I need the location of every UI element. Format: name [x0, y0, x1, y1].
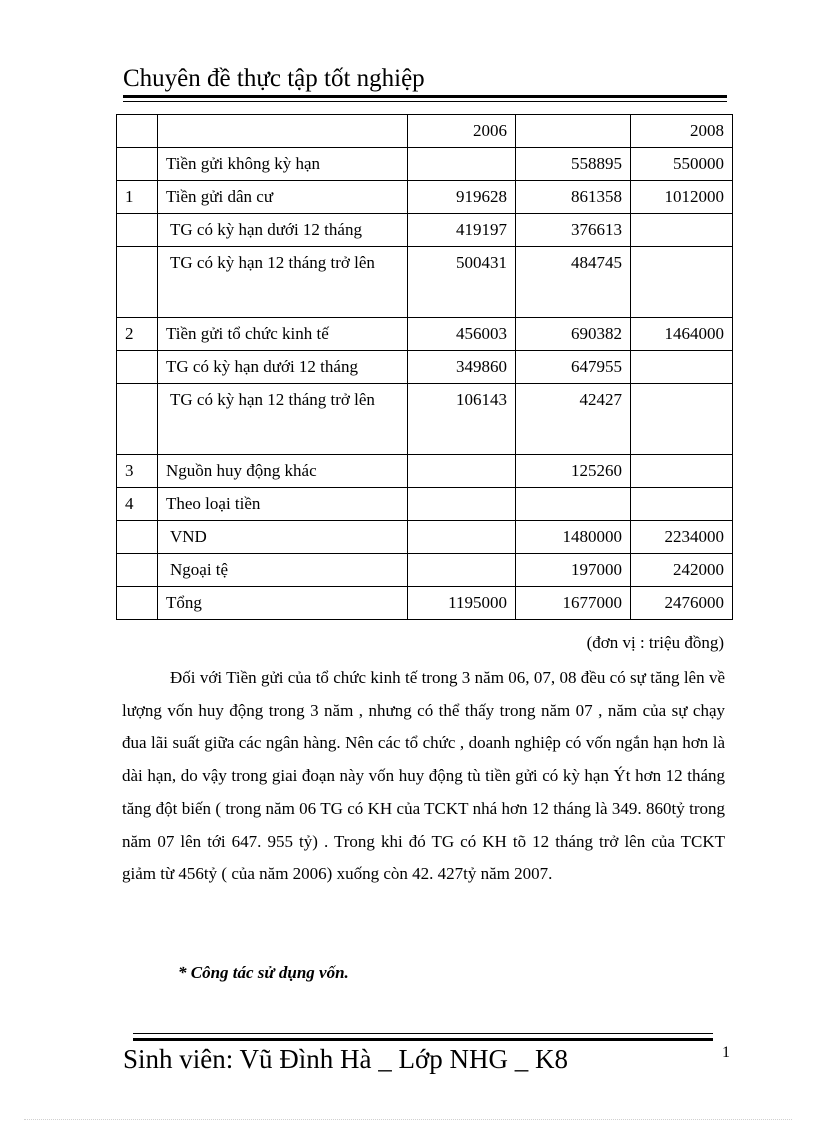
table-row [117, 554, 733, 587]
row-value-2006: 419197 [408, 214, 516, 247]
row-value-2006: 500431 [408, 247, 516, 318]
row-value-2006: 106143 [408, 384, 516, 455]
header-cell-2007 [516, 115, 631, 148]
row-value-2008: 2234000 [631, 521, 733, 554]
row-no [117, 521, 158, 554]
body-paragraph-text: Đối với Tiền gửi của tổ chức kinh tế trong 3 năm 06, 07, 08 đều có sự tăng lên về lượng vốn huy động trong 3 năm , nhưng có thể thấy trong năm 07 , năm của sự chạy đua lãi suất giữa các ngân hàng. Nên các tổ chức , doanh nghiệp có vốn ngắn hạn hơn là dài hạn, do vậy trong giai đoạn này vốn huy động tù tiền gửi có kỳ hạn Ýt hơn 12 tháng tăng đột biến ( trong năm 06 TG có KH của TCKT nhá hơn 12 tháng là 349. 860tỷ trong năm 07 lên tới 647. 955 tỷ) . Trong khi đó TG có KH tõ 12 tháng trở lên của TCKT giảm từ 456tỷ ( của năm 2006) xuống còn 42. 427tỷ năm 2007. [122, 668, 725, 884]
row-no: 4 [117, 488, 158, 521]
row-value-2008 [631, 247, 733, 318]
row-value-2006 [408, 554, 516, 587]
row-value-2007: 376613 [516, 214, 631, 247]
deposit-table [116, 114, 733, 620]
header-cell-no [117, 115, 158, 148]
row-value-2007: 197000 [516, 554, 631, 587]
row-value-2007: 1480000 [516, 521, 631, 554]
row-value-2008: 2476000 [631, 587, 733, 620]
table-row [117, 384, 733, 455]
row-label: Tiền gửi không kỳ hạn [158, 148, 408, 181]
section-heading: * Công tác sử dụng vốn. [178, 963, 349, 982]
row-label: TG có kỳ hạn 12 tháng trở lên [158, 247, 408, 318]
table-row [117, 247, 733, 318]
row-no [117, 384, 158, 455]
row-value-2006: 1195000 [408, 587, 516, 620]
row-label: Tiền gửi dân cư [158, 181, 408, 214]
row-value-2008: 550000 [631, 148, 733, 181]
table-row [117, 521, 733, 554]
row-no [117, 351, 158, 384]
row-label: TG có kỳ hạn 12 tháng trở lên [158, 384, 408, 455]
row-no [117, 247, 158, 318]
footer-rule-thin [133, 1033, 713, 1034]
page-header-title: Chuyên đề thực tập tốt nghiệp [123, 65, 425, 92]
row-label: Ngoại tệ [158, 554, 408, 587]
row-label: TG có kỳ hạn dưới 12 tháng [158, 214, 408, 247]
row-value-2007: 484745 [516, 247, 631, 318]
row-value-2007: 125260 [516, 455, 631, 488]
row-value-2007: 690382 [516, 318, 631, 351]
row-label: Nguồn huy động khác [158, 455, 408, 488]
row-value-2008 [631, 455, 733, 488]
row-label: TG có kỳ hạn dưới 12 tháng [158, 351, 408, 384]
row-label: Tổng [158, 587, 408, 620]
row-value-2007 [516, 488, 631, 521]
row-value-2006: 456003 [408, 318, 516, 351]
row-value-2008: 1012000 [631, 181, 733, 214]
body-paragraph [122, 662, 725, 891]
table-row [117, 148, 733, 181]
row-value-2007: 861358 [516, 181, 631, 214]
row-value-2008 [631, 351, 733, 384]
row-value-2006 [408, 521, 516, 554]
page-bottom-border [24, 1119, 792, 1120]
row-value-2007: 558895 [516, 148, 631, 181]
row-value-2006 [408, 488, 516, 521]
table-row [117, 214, 733, 247]
row-no: 3 [117, 455, 158, 488]
row-value-2006 [408, 148, 516, 181]
row-label: Tiền gửi tổ chức kinh tế [158, 318, 408, 351]
row-no: 1 [117, 181, 158, 214]
row-no [117, 148, 158, 181]
row-label: Theo loại tiền [158, 488, 408, 521]
row-value-2008 [631, 384, 733, 455]
table-row [117, 181, 733, 214]
row-value-2007: 42427 [516, 384, 631, 455]
row-value-2006: 349860 [408, 351, 516, 384]
row-value-2008 [631, 488, 733, 521]
header-rule [123, 95, 727, 98]
table-row [117, 351, 733, 384]
footer-rule [133, 1038, 713, 1041]
header-cell-2008: 2008 [631, 115, 733, 148]
table-header-row [117, 115, 733, 148]
row-no [117, 554, 158, 587]
header-rule-thin [123, 101, 727, 102]
row-no [117, 587, 158, 620]
row-value-2007: 1677000 [516, 587, 631, 620]
row-value-2008: 242000 [631, 554, 733, 587]
row-value-2006: 919628 [408, 181, 516, 214]
unit-note: (đơn vị : triệu đồng) [586, 633, 724, 652]
row-value-2008 [631, 214, 733, 247]
row-value-2007: 647955 [516, 351, 631, 384]
page-number: 1 [722, 1044, 730, 1061]
row-value-2006 [408, 455, 516, 488]
row-value-2008: 1464000 [631, 318, 733, 351]
table-row [117, 455, 733, 488]
footer-student-info: Sinh viên: Vũ Đình Hà _ Lớp NHG _ K8 [123, 1044, 569, 1074]
header-cell-2006: 2006 [408, 115, 516, 148]
table-row [117, 318, 733, 351]
table-row [117, 587, 733, 620]
row-label: VND [158, 521, 408, 554]
table-row [117, 488, 733, 521]
row-no: 2 [117, 318, 158, 351]
row-no [117, 214, 158, 247]
header-cell-label [158, 115, 408, 148]
